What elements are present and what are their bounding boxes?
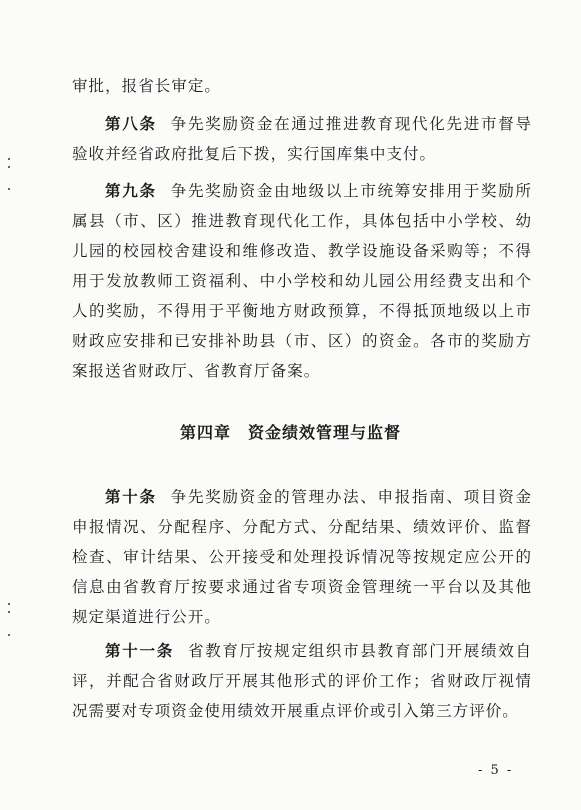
article-text: 省教育厅按规定组织市县教育部门开展绩效自评，并配合省财政厅开展其他形式的评价工作；省财政厅视情况需要对专项资金使用绩效开展重点评价或引入第三方评价。 xyxy=(72,642,532,720)
scan-artifact xyxy=(8,188,10,190)
scan-artifact xyxy=(8,603,10,605)
chapter-heading: 第四章 资金绩效管理与监督 xyxy=(179,423,401,442)
paragraph-continuation xyxy=(72,71,532,101)
article-text: 争先奖励资金在通过推进教育现代化先进市督导验收并经省政府批复后下拨，实行国库集中支付。 xyxy=(72,115,532,163)
article-8 xyxy=(72,109,532,169)
scan-artifact xyxy=(8,611,10,613)
article-label: 第九条 xyxy=(105,181,157,200)
scan-artifact xyxy=(8,634,10,636)
article-label: 第八条 xyxy=(105,114,157,133)
scan-artifact xyxy=(8,158,10,160)
article-text: 争先奖励资金由地级以上市统筹安排用于奖励所属县（市、区）推进教育现代化工作，具体包括中小学校、幼儿园的校园校舍建设和维修改造、教学设施设备采购等；不得用于发放教师工资福利、中小学校和幼儿园公用经费支出和个人的奖励，不得用于平衡地方财政预算，不得抵顶地级以上市财政应安排和已安排补助县（市、区）的资金。各市的奖励方案报送省财政厅、省教育厅备案。 xyxy=(72,182,532,380)
article-label: 第十条 xyxy=(105,487,157,506)
article-9 xyxy=(72,176,532,386)
article-label: 第十一条 xyxy=(105,641,174,660)
scan-artifact xyxy=(8,166,10,168)
article-10 xyxy=(72,482,532,632)
page-number: - 5 - xyxy=(478,763,514,778)
paragraph-text: 审批，报省长审定。 xyxy=(72,77,221,95)
article-text: 争先奖励资金的管理办法、申报指南、项目资金申报情况、分配程序、分配方式、分配结果、绩效评价、监督检查、审计结果、公开接受和处理投诉情况等按规定应公开的信息由省教育厅按要求通过省专项资金管理统一平台以及其他规定渠道进行公开。 xyxy=(72,488,532,626)
article-11 xyxy=(72,636,532,726)
